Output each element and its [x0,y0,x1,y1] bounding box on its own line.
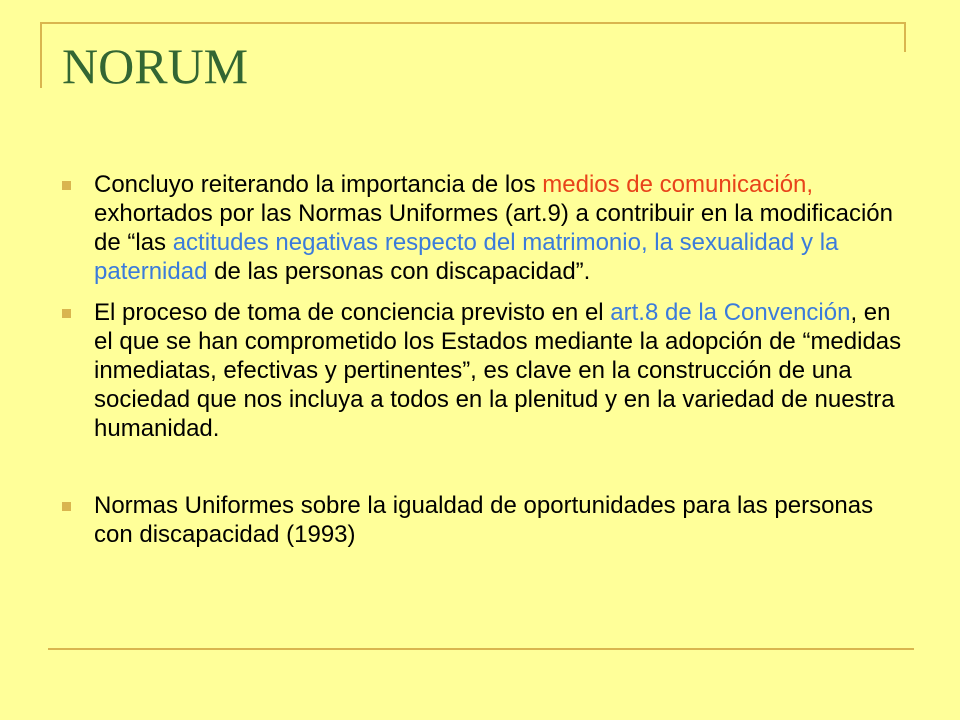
bullet-list [62,170,912,549]
bullet-item-3 [62,491,912,549]
bullet-1-highlight-medios: medios de comunicación, [542,171,814,198]
bullet-2-highlight-convencion: art.8 de la Convención [610,299,851,326]
frame-bottom-line [48,648,914,650]
square-bullet-icon [62,309,71,318]
frame-right-line [904,22,906,52]
square-bullet-icon [62,181,71,190]
bullet-1-text-c: de las personas con discapacidad”. [207,258,591,285]
frame-top-line [40,22,906,24]
frame-left-line [40,22,42,88]
bullet-2-text-b: , en el que se han comprometido los Estados mediante la adopción de “medidas inmediatas, efectivas y pertinentes”, es clave en la construcción de una sociedad que nos incluya a todos en la plenitud y en la variedad de nuestra humanidad. [94,299,902,442]
bullet-3-text: Normas Uniformes sobre la igualdad de oportunidades para las personas con discapacidad (1993) [94,492,874,548]
bullet-1-text-b: exhortados por las Normas Uniformes (art.9) a contribuir en la modificación de “las [94,200,893,256]
slide-title: NORUM [62,38,249,94]
bullet-item-2 [62,298,912,443]
square-bullet-icon [62,502,71,511]
bullet-1-highlight-actitudes: actitudes negativas respecto del matrimonio, la sexualidad y la paternidad [94,229,839,285]
bullet-1-text-a: Concluyo reiterando la importancia de los [94,171,543,198]
bullet-item-1 [62,170,912,286]
bullet-2-text-a: El proceso de toma de conciencia previsto en el [94,299,611,326]
